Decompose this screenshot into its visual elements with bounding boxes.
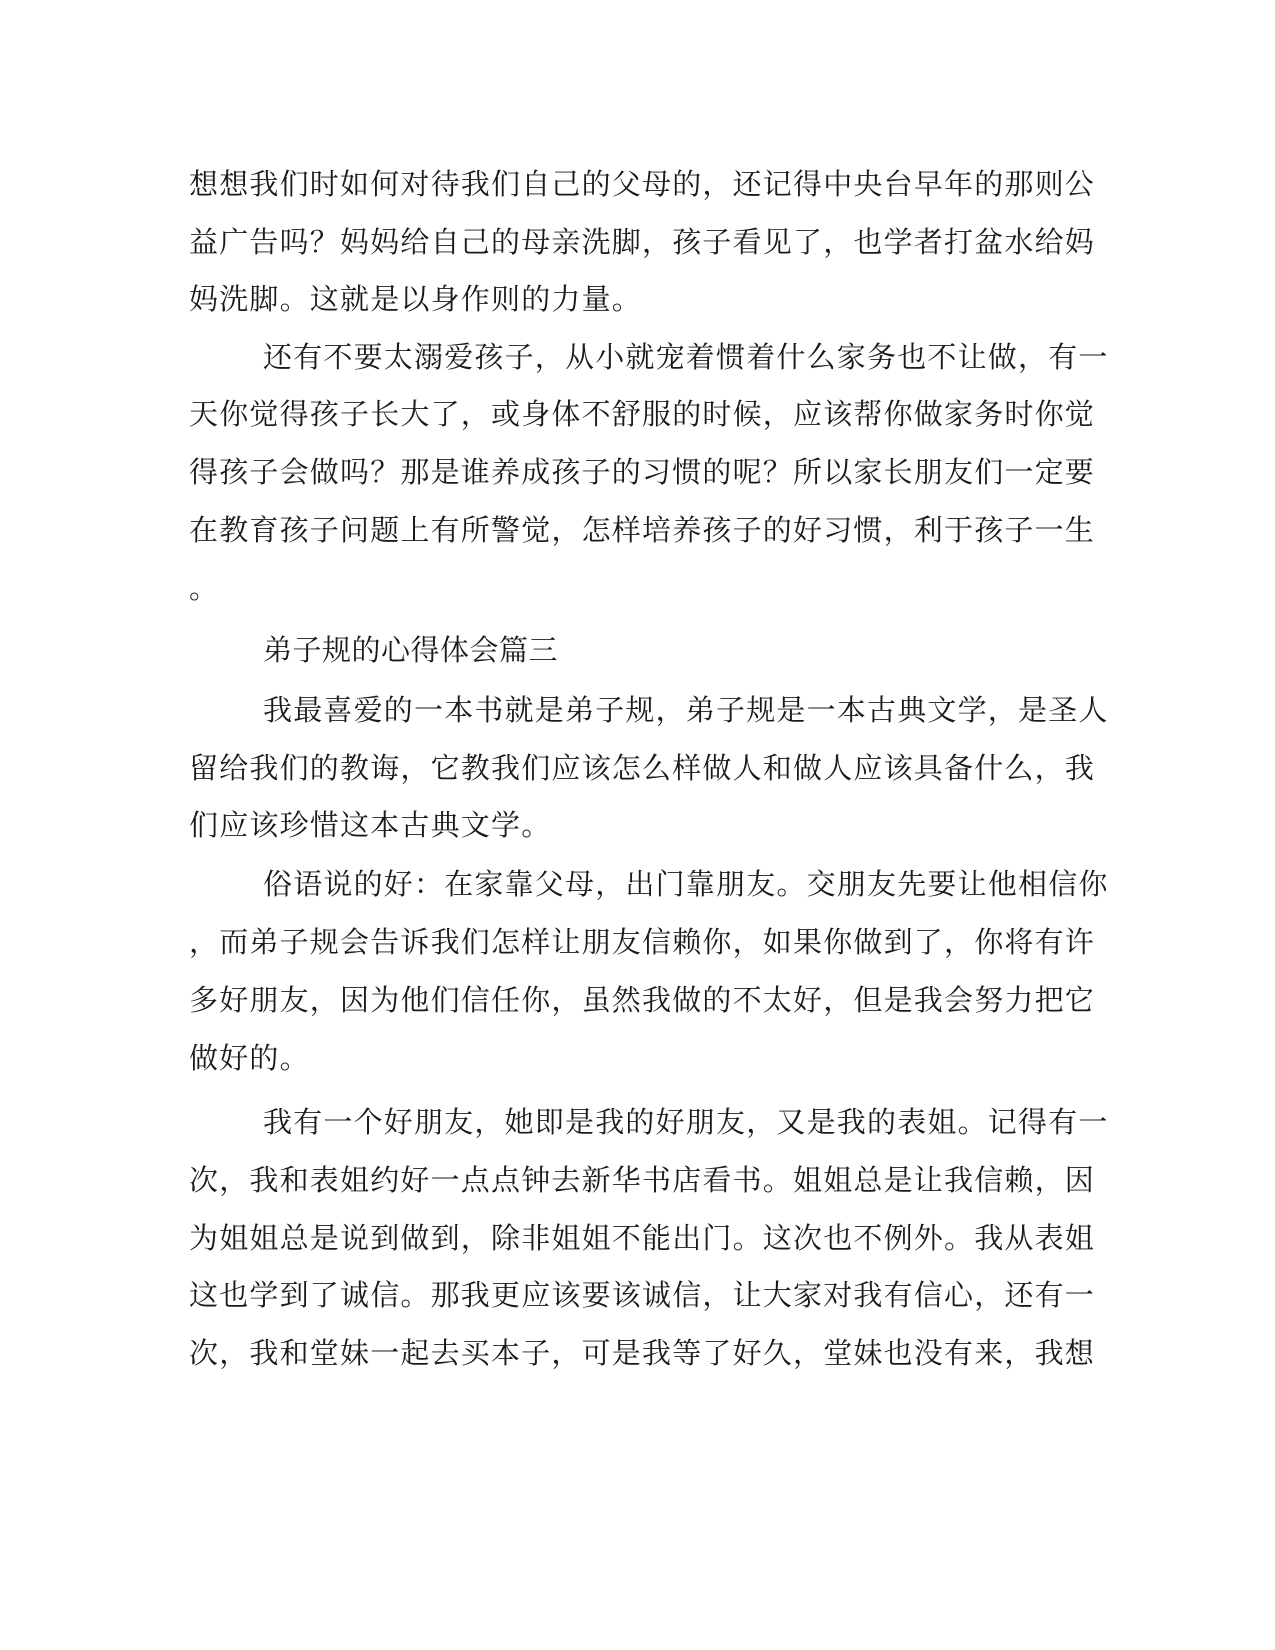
body-line: 这也学到了诚信。那我更应该要该诚信，让大家对我有信心，还有一 [189, 1278, 1096, 1312]
body-line: 次，我和堂妹一起去买本子，可是我等了好久，堂妹也没有来，我想 [189, 1336, 1096, 1370]
body-line: 益广告吗？妈妈给自己的母亲洗脚，孩子看见了，也学者打盆水给妈 [189, 225, 1096, 259]
body-line: 在教育孩子问题上有所警觉，怎样培养孩子的好习惯，利于孩子一生 [189, 513, 1096, 547]
body-line: 做好的。 [189, 1041, 310, 1075]
paragraph-first-line: 俗语说的好：在家靠父母，出门靠朋友。交朋友先要让他相信你 [263, 867, 1109, 901]
body-line: ，而弟子规会告诉我们怎样让朋友信赖你，如果你做到了，你将有许 [189, 925, 1096, 959]
paragraph-first-line: 我有一个好朋友，她即是我的好朋友，又是我的表姐。记得有一 [263, 1105, 1109, 1139]
body-line: 们应该珍惜这本古典文学。 [189, 808, 552, 842]
paragraph-first-line: 我最喜爱的一本书就是弟子规，弟子规是一本古典文学，是圣人 [263, 693, 1109, 727]
body-line: 妈洗脚。这就是以身作则的力量。 [189, 282, 643, 316]
body-line: 天你觉得孩子长大了，或身体不舒服的时候，应该帮你做家务时你觉 [189, 397, 1096, 431]
section-heading: 弟子规的心得体会篇三 [263, 633, 559, 667]
body-line: 留给我们的教诲，它教我们应该怎么样做人和做人应该具备什么，我 [189, 751, 1096, 785]
body-line: 得孩子会做吗？那是谁养成孩子的习惯的呢？所以家长朋友们一定要 [189, 455, 1096, 489]
body-line: 想想我们时如何对待我们自己的父母的，还记得中央台早年的那则公 [189, 167, 1096, 201]
body-line: 为姐姐总是说到做到，除非姐姐不能出门。这次也不例外。我从表姐 [189, 1221, 1096, 1255]
body-line: 。 [189, 571, 220, 605]
body-line: 次，我和表姐约好一点点钟去新华书店看书。姐姐总是让我信赖，因 [189, 1163, 1096, 1197]
paragraph-first-line: 还有不要太溺爱孩子，从小就宠着惯着什么家务也不让做，有一 [263, 340, 1109, 374]
body-line: 多好朋友，因为他们信任你，虽然我做的不太好，但是我会努力把它 [189, 983, 1096, 1017]
